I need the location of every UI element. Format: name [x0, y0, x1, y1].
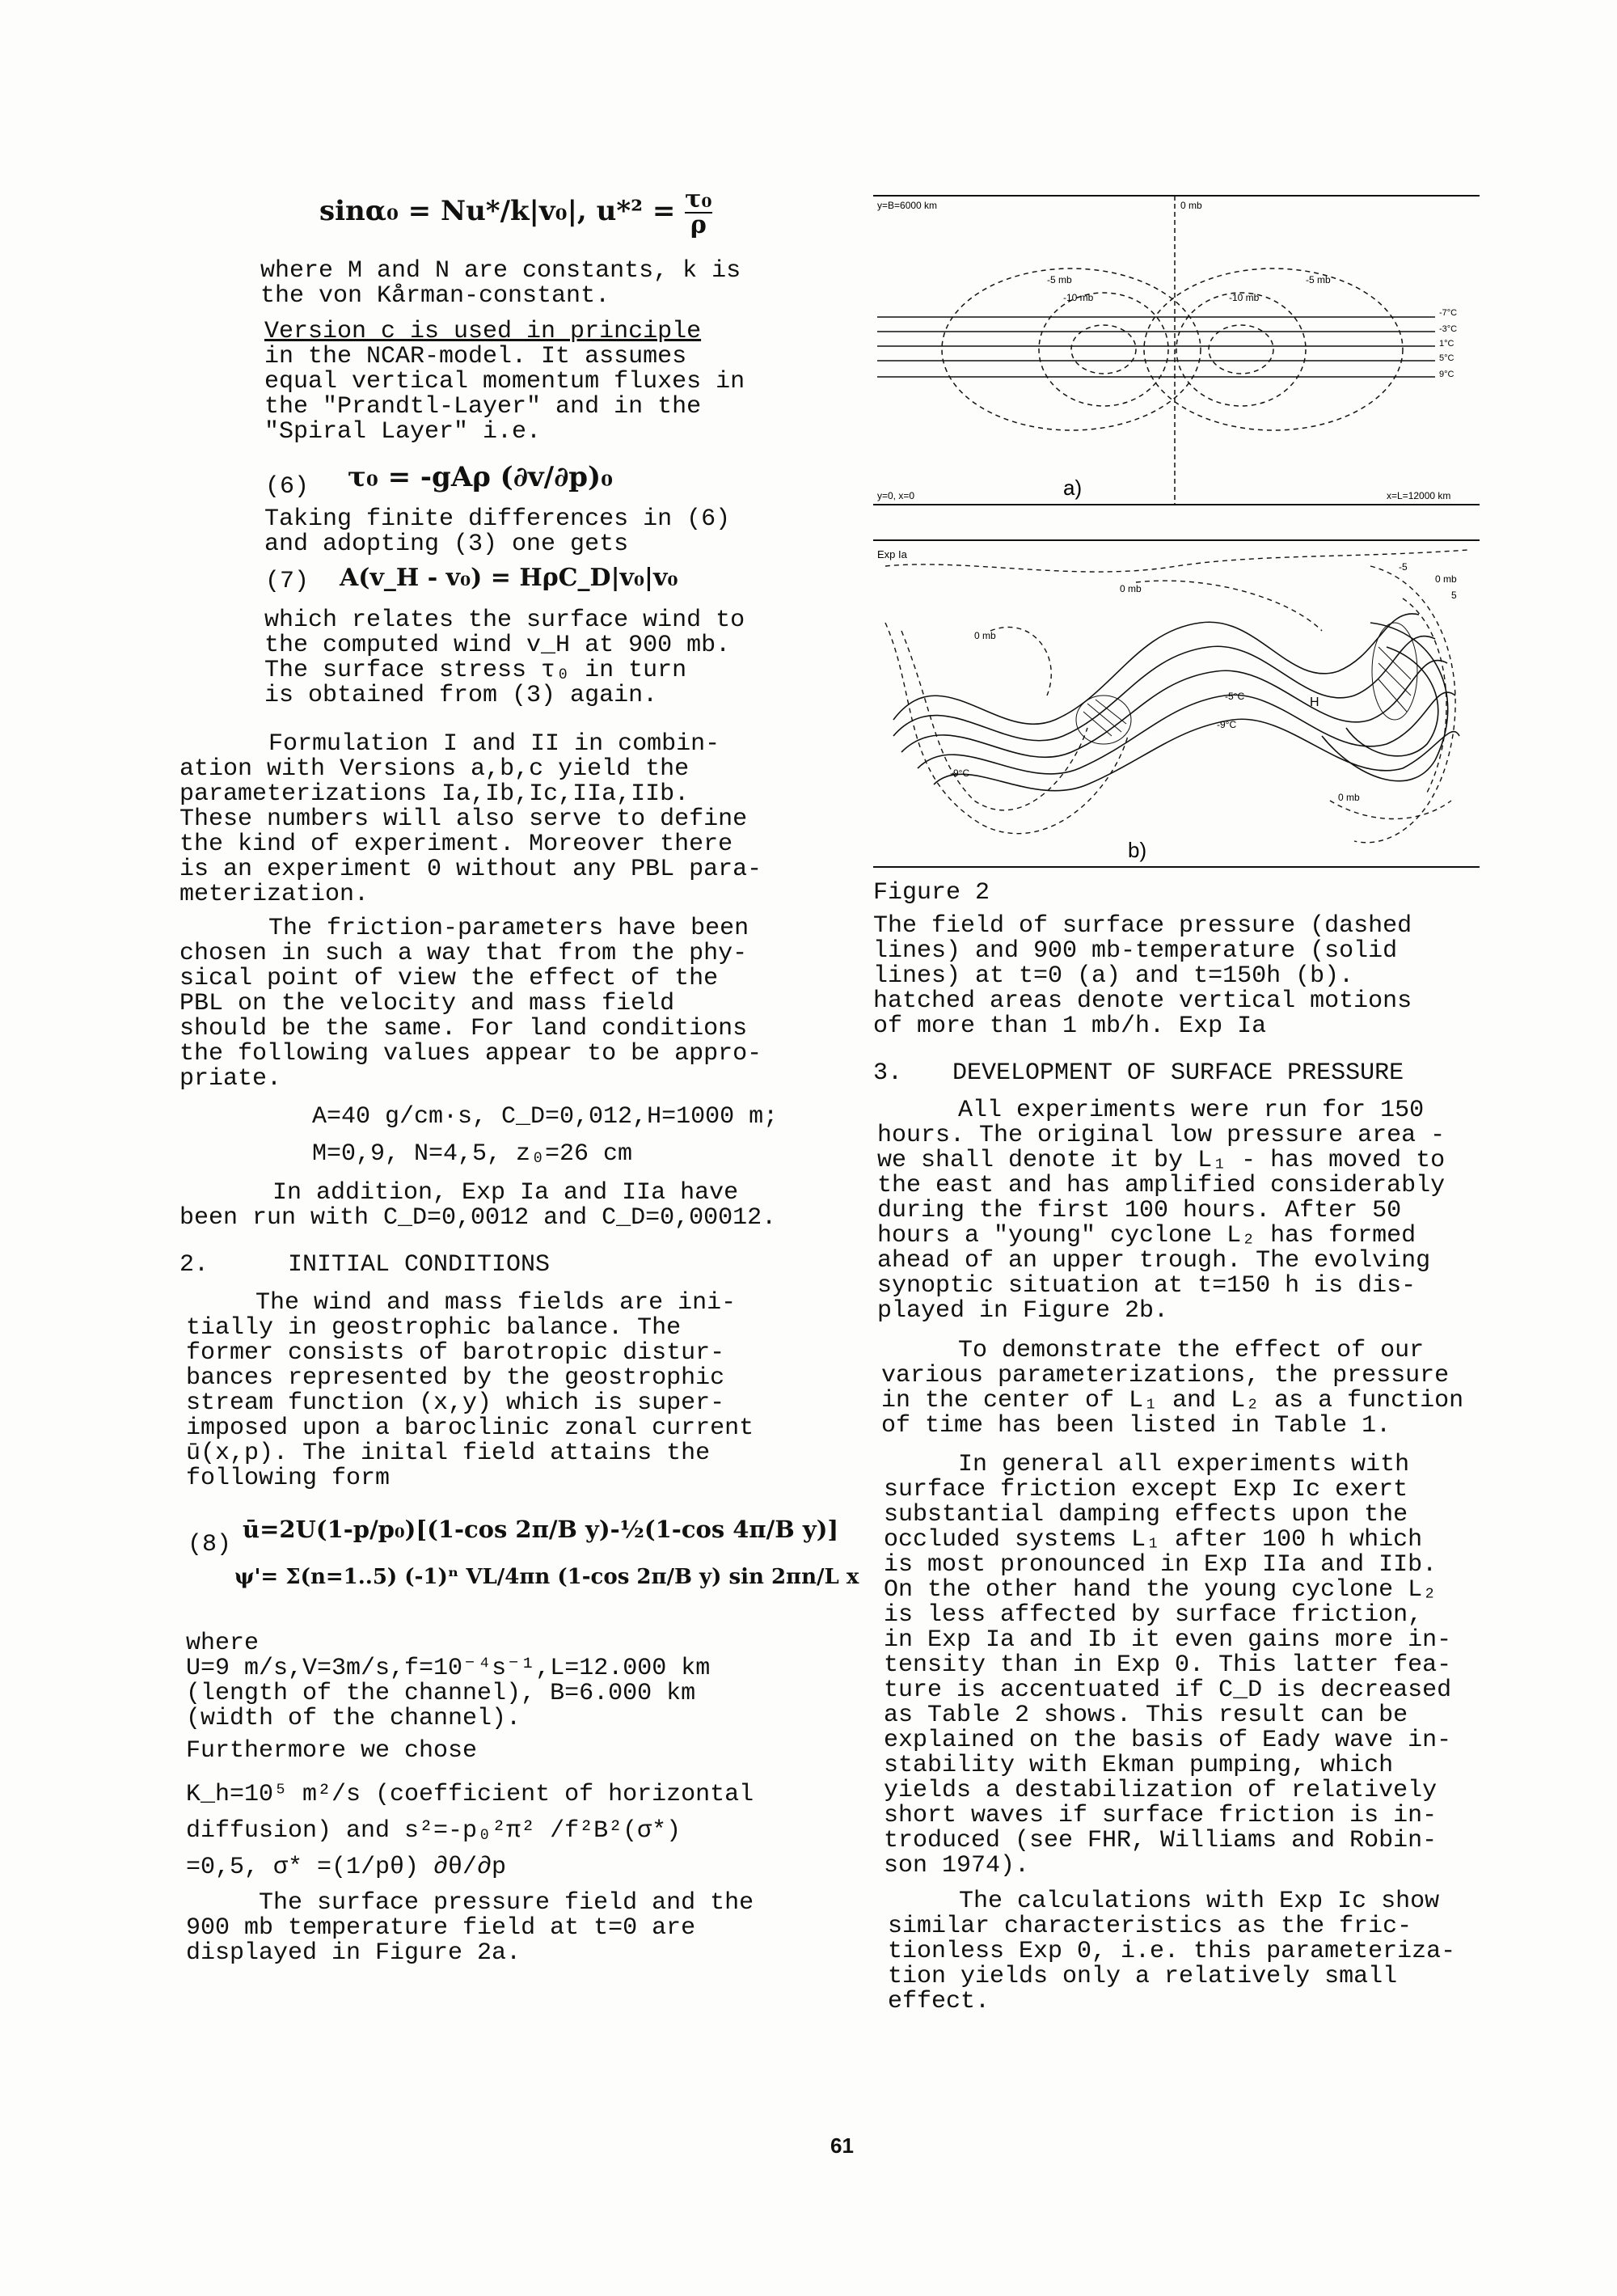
svg-text:1°C: 1°C — [1439, 339, 1454, 349]
svg-text:-5°C: -5°C — [1225, 691, 1245, 702]
fig-a-bottom-left-label: y=0, x=0 — [877, 490, 915, 501]
svg-text:-5 mb: -5 mb — [1306, 274, 1331, 285]
section-3-title: DEVELOPMENT OF SURFACE PRESSURE — [952, 1059, 1404, 1087]
svg-text:0 mb: 0 mb — [1435, 573, 1457, 585]
paragraph-friction: The friction-parameters have been chosen in such a way that from the phy- sical point of view the effect of the PBL on the velocity and mass field should be the same. For land conditions the following values appear to be appro- priate. — [179, 915, 762, 1093]
svg-text:0 mb: 0 mb — [1120, 583, 1142, 594]
fig-a-isotherms — [877, 317, 1435, 377]
section-2-title: INITIAL CONDITIONS — [288, 1251, 551, 1279]
svg-text:H: H — [1310, 696, 1319, 709]
paragraph-in-general: In general all experiments with surface friction except Exp Ic exert substantial damping effects upon the occluded systems L₁ after 100 h which is most pronounced in Exp IIa and IIb. On the other hand the young cyclone L₂ is less affected by surface friction, in Exp Ia and Ib it even gains more in- tensity than in Exp 0. This latter fea- ture is accentuated if C_D is decreased as Table 2 shows. This result can be explained on the basis of Eady wave in- stability with Ekman pumping, which yields a destabilization of relatively short waves if surface friction is in- troduced (see FHR, Williams and Robin- son 1974). — [884, 1451, 1452, 1880]
equation-6: τ₀ = -gAρ (∂v/∂p)₀ — [348, 461, 613, 493]
svg-text:-10 mb: -10 mb — [1063, 292, 1094, 303]
fig-b-corner-label: Exp Ia — [877, 548, 907, 560]
svg-text:-9°C: -9°C — [950, 767, 970, 779]
svg-text:-7°C: -7°C — [1439, 308, 1458, 318]
equation-8-line-2: ψ'= Σ(n=1..5) (-1)ⁿ VL/4πn (1-cos 2π/B y) sin 2πn/L x — [234, 1565, 859, 1589]
fig-a-zero-label: 0 mb — [1180, 200, 1202, 211]
svg-text:-9°C: -9°C — [1217, 719, 1237, 730]
figure-2a-plot — [869, 188, 1484, 511]
svg-text:-5 mb: -5 mb — [1047, 274, 1072, 285]
paragraph-demonstrate: To demonstrate the effect of our various parameterizations, the pressure in the center of L₁ and L₂ as a function of time has been listed in Table 1. — [881, 1337, 1464, 1440]
paragraph-addition: In addition, Exp Ia and IIa have been run with C_D=0,0012 and C_D=0,00012. — [179, 1179, 777, 1232]
paragraph-furthermore: Furthermore we chose — [186, 1737, 478, 1765]
paragraph-wind: The wind and mass fields are ini- tially in geostrophic balance. The former consists of barotropic distur- bances represented by the geostrophic stream function (x,y) which is super- imposed upon a baroclinic zonal current ū(x,p). The inital field attains the following form — [186, 1289, 754, 1492]
paragraph-kh: K_h=10⁵ m²/s (coefficient of horizontal diffusion) and s²=-p₀²π² /f²B²(σ*) =0,5, σ* =(1/pθ) ∂θ/∂p — [186, 1781, 754, 1881]
equation-8-line-1: ū=2U(1-p/p₀)[(1-cos 2π/B y)-½(1-cos 4π/B y)] — [243, 1516, 839, 1543]
svg-text:-3°C: -3°C — [1439, 324, 1458, 334]
equation-6-number: (6) — [265, 473, 310, 501]
fig-a-pressure-contours — [942, 269, 1403, 430]
parameter-values-1: A=40 g/cm·s, C_D=0,012,H=1000 m; — [312, 1103, 779, 1131]
figure-2a — [869, 188, 1484, 511]
fig-b-panel-label: b) — [1128, 838, 1147, 862]
equation-7: A(v_H - v₀) = HρC_D|v₀|v₀ — [340, 564, 678, 592]
svg-text:0 mb: 0 mb — [1338, 792, 1360, 803]
svg-text:9°C: 9°C — [1439, 370, 1454, 379]
figure-2b-plot — [869, 534, 1484, 873]
paragraph-formulation: Formulation I and II in combin- ation with Versions a,b,c yield the parameterizations Ia,Ib,Ic,IIa,IIb. These numbers will also serve to define the kind of experiment. Moreover there is an experiment 0 without any PBL para- meterization. — [179, 730, 762, 908]
fig-a-panel-label: a) — [1063, 476, 1083, 500]
equation-7-number: (7) — [265, 568, 310, 595]
svg-text:0 mb: 0 mb — [974, 630, 996, 641]
section-3-number: 3. — [873, 1059, 903, 1087]
fig-b-pressure-contours — [885, 550, 1467, 843]
paragraph-calculations: The calculations with Exp Ic show similar characteristics as the fric- tionless Exp 0, i.e. this parameteriza- tion yields only a relatively small effect. — [888, 1888, 1456, 2015]
figure-caption: The field of surface pressure (dashed lines) and 900 mb-temperature (solid lines) at t=0 (a) and t=150h (b). hatched areas denote vertical motions of more than 1 mb/h. Exp Ia — [873, 912, 1412, 1040]
fig-a-bottom-right-label: x=L=12000 km — [1387, 490, 1451, 501]
page-number: 61 — [830, 2133, 854, 2158]
paragraph-all-experiments: All experiments were run for 150 hours. The original low pressure area - we shall denote it by L₁ - has moved to the east and has amplified considerably during the first 100 hours. After 50 hours a "young" cyclone L₂ has formed ahead of an upper trough. The evolving synoptic situation at t=150 h is dis- played in Figure 2b. — [877, 1097, 1446, 1325]
svg-text:5: 5 — [1451, 590, 1457, 601]
figure-2b — [869, 534, 1484, 873]
paragraph-version-c: Version c is used in principle in the NCAR-model. It assumes equal vertical momentum fluxes in the "Prandtl-Layer" and in the "Spiral Layer" i.e. — [264, 318, 745, 446]
equation-8-number: (8) — [188, 1531, 232, 1558]
figure-label: Figure 2 — [873, 879, 990, 907]
paragraph-where-mn: where M and N are constants, k is the von Kårman-constant. — [260, 257, 741, 310]
paragraph-surface-field: The surface pressure field and the 900 mb temperature field at t=0 are displayed in Figure 2a. — [186, 1889, 754, 1967]
svg-text:5°C: 5°C — [1439, 353, 1454, 363]
equation-top: sinα₀ = Nu*/k|v₀|, u*² = $\frac{\text{τ₀}}{\rho}$ — [319, 185, 712, 239]
svg-text:-5: -5 — [1399, 561, 1408, 573]
fig-a-top-left-label: y=B=6000 km — [877, 200, 938, 211]
svg-text:-10 mb: -10 mb — [1229, 292, 1260, 303]
parameter-values-2: M=0,9, N=4,5, z₀=26 cm — [312, 1140, 633, 1168]
paragraph-taking: Taking finite differences in (6) and adopting (3) one gets — [264, 505, 731, 558]
paragraph-where-u: where U=9 m/s,V=3m/s,f=10⁻⁴s⁻¹,L=12.000 km (length of the channel), B=6.000 km (width of the channel). — [186, 1630, 711, 1732]
fig-a-temp-labels — [1439, 308, 1457, 379]
section-2-number: 2. — [179, 1251, 209, 1279]
fig-b-hatched-areas — [1076, 623, 1417, 744]
paragraph-which: which relates the surface wind to the computed wind v_H at 900 mb. The surface stress τ₀ in turn is obtained from (3) again. — [264, 607, 745, 709]
